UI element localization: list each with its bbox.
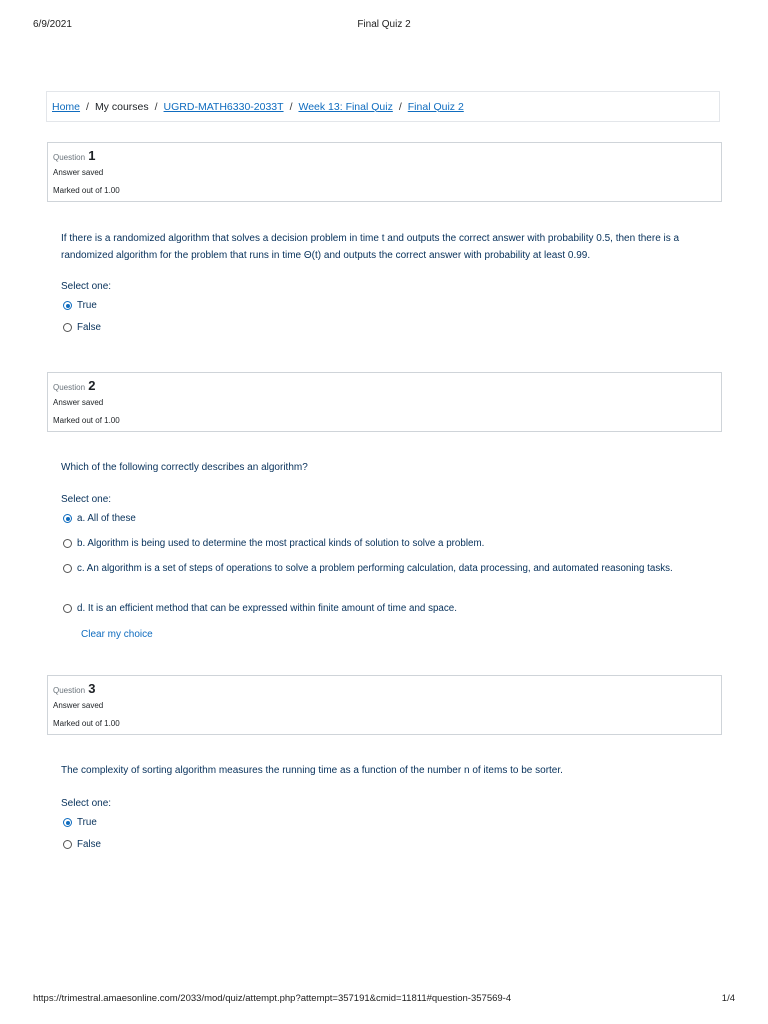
print-title: Final Quiz 2	[357, 19, 411, 30]
question-1-info	[47, 142, 722, 202]
radio-icon[interactable]	[63, 323, 72, 332]
breadcrumb	[46, 91, 720, 122]
radio-icon[interactable]	[63, 840, 72, 849]
option-label: b. Algorithm is being used to determine the most practical kinds of solution to solve a problem.	[77, 538, 485, 549]
option-label: d. It is an efficient method that can be expressed within finite amount of time and space.	[77, 603, 457, 614]
option-label: False	[77, 322, 101, 333]
question-1-text: If there is a randomized algorithm that solves a decision problem in time t and outputs the correct answer with probability 0.5, then there is a randomized algorithm for the problem that runs in time Θ(t) and outputs the correct answer with probability at least 0.99.	[61, 233, 680, 261]
question-3-option-true[interactable]	[63, 815, 703, 830]
radio-selected-icon[interactable]	[63, 301, 72, 310]
question-status: Answer saved	[53, 701, 104, 710]
question-1-option-true[interactable]	[63, 298, 703, 313]
option-label: True	[77, 817, 97, 828]
breadcrumb-quiz[interactable]: Final Quiz 2	[407, 100, 464, 113]
question-2-info	[47, 372, 722, 432]
question-2-option-a[interactable]	[63, 511, 703, 526]
question-number: Question 2	[53, 378, 96, 393]
breadcrumb-course[interactable]: UGRD-MATH6330-2033T	[163, 100, 284, 113]
option-label: True	[77, 300, 97, 311]
breadcrumb-my-courses: My courses	[94, 100, 149, 113]
question-2-option-b[interactable]	[63, 536, 703, 551]
radio-icon[interactable]	[63, 604, 72, 613]
question-number: Question 1	[53, 148, 96, 163]
question-1-option-false[interactable]	[63, 320, 703, 335]
clear-choice-link[interactable]: Clear my choice	[81, 629, 153, 640]
question-marks: Marked out of 1.00	[53, 186, 120, 195]
option-label: c. An algorithm is a set of steps of operations to solve a problem performing calculation, data processing, and automated reasoning tasks.	[77, 563, 673, 574]
print-page-number: 1/4	[721, 993, 735, 1004]
breadcrumb-separator: /	[289, 100, 293, 113]
radio-icon[interactable]	[63, 539, 72, 548]
question-2-option-d[interactable]	[63, 601, 703, 616]
question-3-option-false[interactable]	[63, 837, 703, 852]
question-number: Question 3	[53, 681, 96, 696]
option-label: False	[77, 839, 101, 850]
print-date: 6/9/2021	[33, 19, 72, 30]
breadcrumb-week[interactable]: Week 13: Final Quiz	[298, 100, 393, 113]
radio-icon[interactable]	[63, 564, 72, 573]
radio-selected-icon[interactable]	[63, 514, 72, 523]
breadcrumb-separator: /	[398, 100, 402, 113]
select-one-label: Select one:	[61, 798, 112, 809]
question-3-text: The complexity of sorting algorithm measures the running time as a function of the number n of items to be sorter.	[61, 765, 563, 776]
question-marks: Marked out of 1.00	[53, 719, 120, 728]
radio-selected-icon[interactable]	[63, 818, 72, 827]
breadcrumb-separator: /	[86, 100, 89, 113]
breadcrumb-separator: /	[154, 100, 158, 113]
select-one-label: Select one:	[61, 494, 112, 505]
option-label: a. All of these	[77, 513, 136, 524]
question-status: Answer saved	[53, 168, 104, 177]
print-url: https://trimestral.amaesonline.com/2033/mod/quiz/attempt.php?attempt=357191&cmid=11811#question-357569-4	[33, 993, 512, 1004]
question-marks: Marked out of 1.00	[53, 416, 120, 425]
breadcrumb-home[interactable]: Home	[52, 100, 81, 113]
question-2-option-c[interactable]	[63, 561, 703, 576]
select-one-label: Select one:	[61, 281, 112, 292]
question-2-text: Which of the following correctly describes an algorithm?	[61, 462, 308, 473]
question-status: Answer saved	[53, 398, 104, 407]
question-3-info	[47, 675, 722, 735]
